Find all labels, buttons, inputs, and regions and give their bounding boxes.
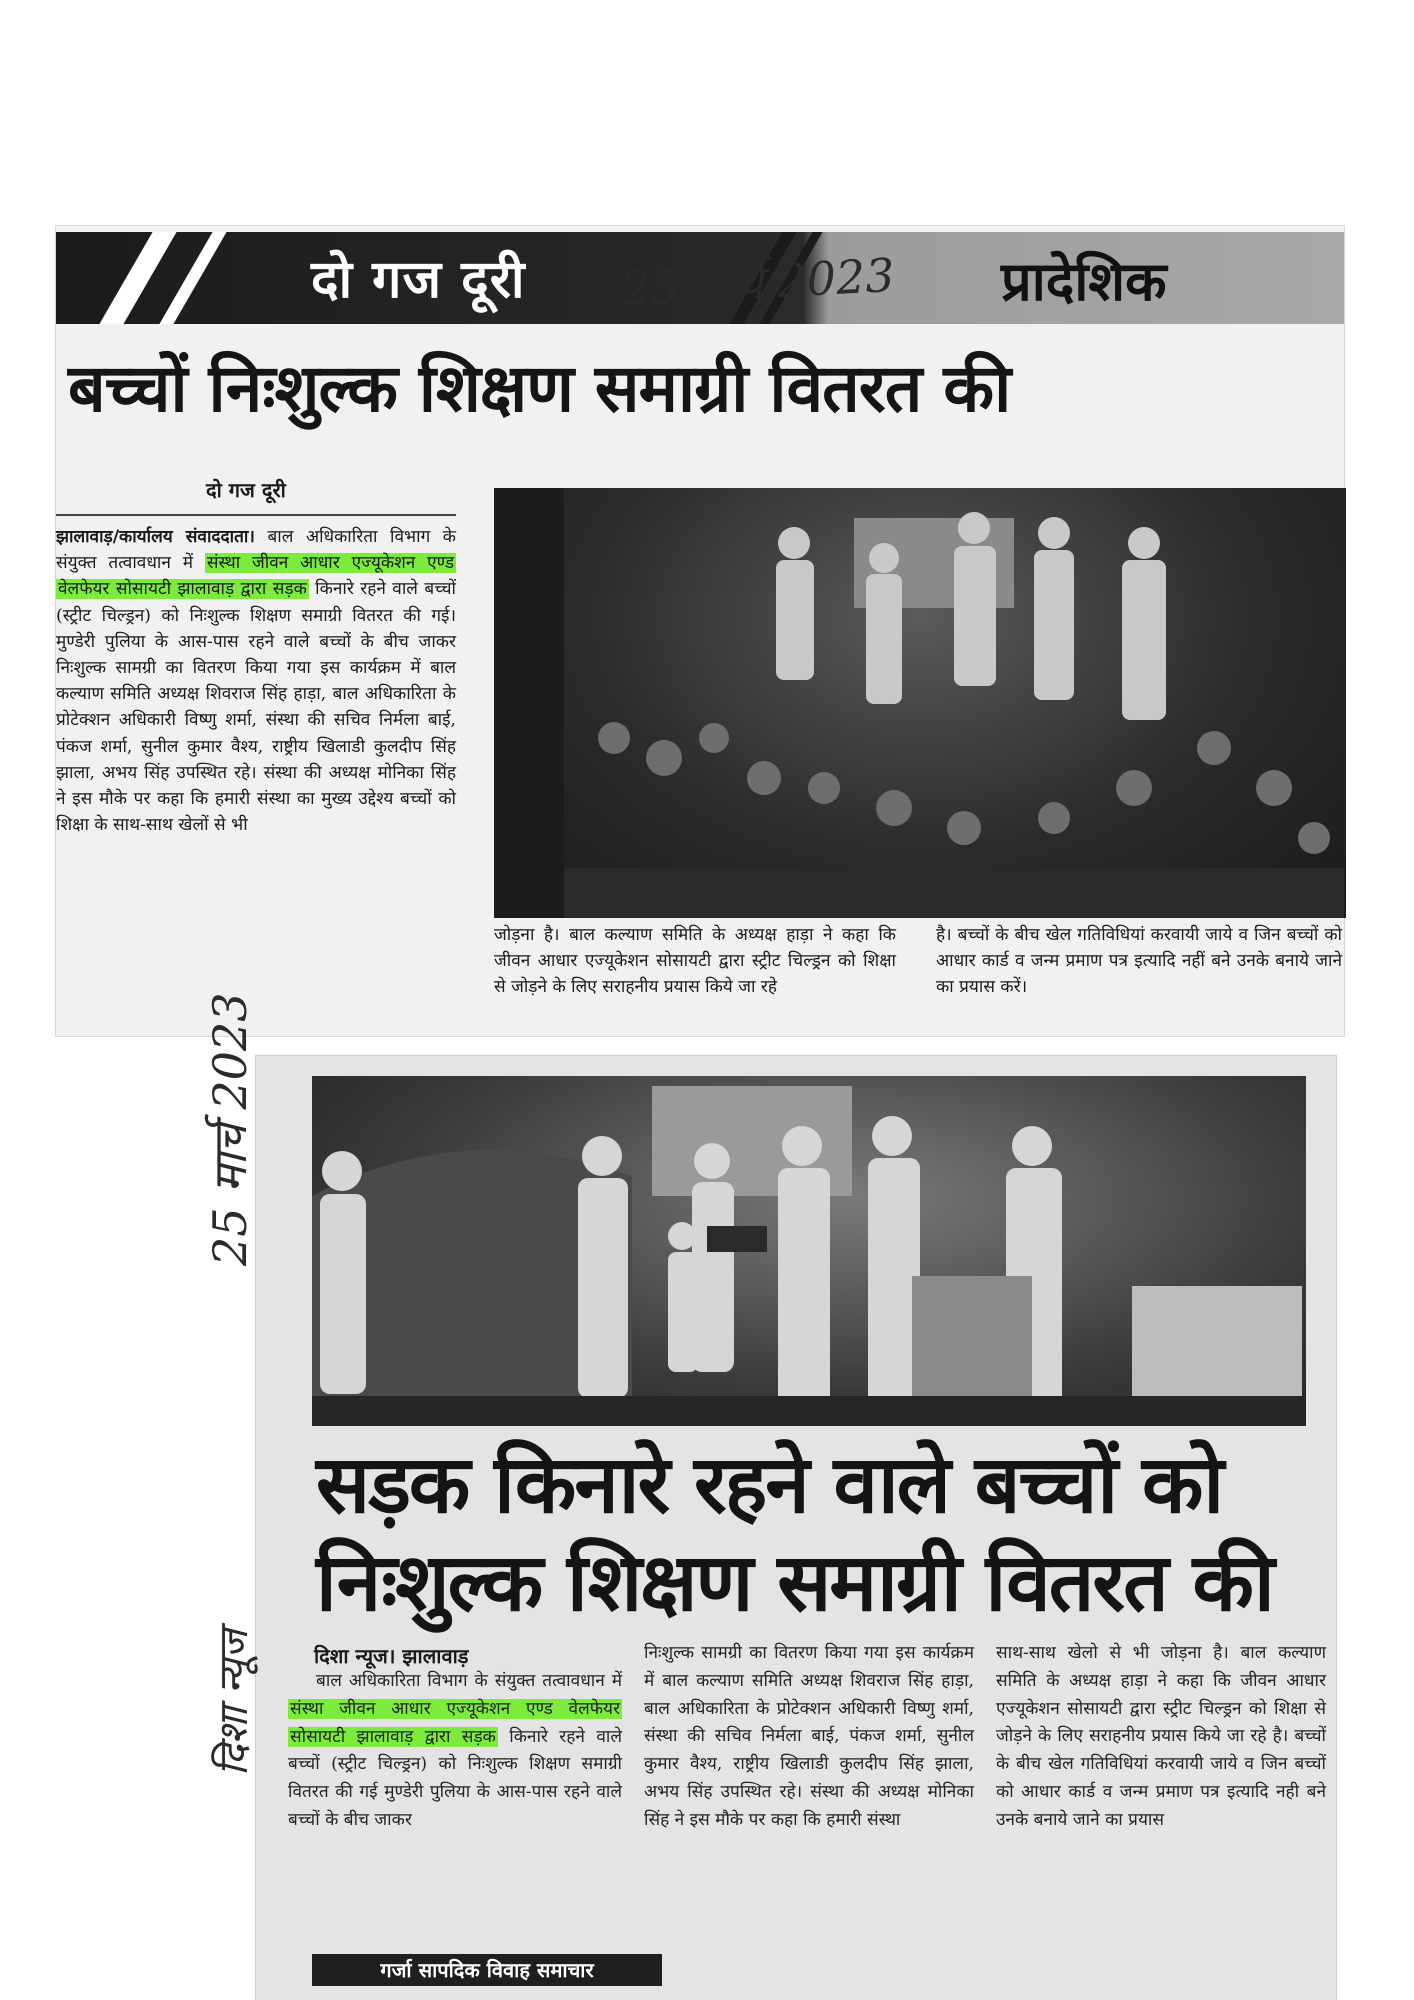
newspaper-name: दो गज दूरी (311, 250, 526, 310)
byline: दिशा न्यूज। झालावाड़ (314, 1644, 469, 1668)
section-label: प्रादेशिक (1001, 250, 1167, 313)
highlighted-text: संस्था जीवन आधार एज्यूकेशन एण्ड वेलफेयर सोसायटी झालावाड़ द्वारा सड़क (290, 1698, 620, 1747)
handwritten-date: 25 मार्च 2023 (203, 992, 257, 1266)
highlighted-text: संस्था जीवन आधार एज्यूकेशन एण्ड वेलफेयर सोसायटी झालावाड़ द्वारा सड़क (58, 553, 455, 600)
handwritten-date: 25 मार्च 2023 (619, 247, 896, 317)
article-column-1 (56, 524, 456, 838)
photo-crowd-illustration (494, 488, 1346, 918)
article-column-2: जोड़ना है। बाल कल्याण समिति के अध्यक्ष हाड़ा ने कहा कि जीवन आधार एज्यूकेशन सोसायटी द्वारा स्ट्रीट चिल्ड्रन को शिक्षा से जोड़ने के लिए सराहनीय प्रयास किये जा रहे (494, 925, 896, 998)
article-text: किनारे रहने वाले बच्चों (स्ट्रीट चिल्ड्रन) को निःशुल्क शिक्षण समाग्री वितरत की गई मुण्डेरी पुलिया के आस-पास रहने वाले बच्चों के बीच जाकर (288, 1726, 622, 1830)
newspaper-clipping-top (56, 226, 1344, 1036)
byline-divider (56, 514, 456, 516)
dateline: झालावाड़/कार्यालय संवाददाता। (56, 527, 255, 547)
article-text: बाल अधिकारिता विभाग के संयुक्त तत्वावधान में (56, 527, 457, 574)
section-banner (56, 232, 1344, 324)
event-photo (494, 488, 1346, 918)
newspaper-clipping-bottom (203, 992, 1336, 2000)
article-column-1 (288, 1668, 622, 1835)
event-photo (312, 1076, 1306, 1426)
byline: दो गज दूरी (206, 478, 286, 502)
headline-line-2: निःशुल्क शिक्षण समाग्री वितरत की (316, 1536, 1273, 1629)
footer-strip: गर्जा सापदिक विवाह समाचार (312, 1954, 662, 1986)
article-column-3: साथ-साथ खेलो से भी जोड़ना है। बाल कल्याण समिति के अध्यक्ष हाड़ा ने कहा कि जीवन आधार एज्यूकेशन सोसायटी द्वारा स्ट्रीट चिल्ड्रन को शिक्षा से जोड़ने के लिए सराहनीय प्रयास किये जा रहे है। बच्चों के बीच खेल गतिविधियां करवायी जाये व जिन बच्चों को आधार कार्ड व जन्म प्रमाण पत्र इत्यादि नही बने उनके बनाये जाने का प्रयास (996, 1643, 1326, 1830)
headline-line-1: सड़क किनारे रहने वाले बच्चों को (316, 1438, 1223, 1531)
article-column-3: है। बच्चों के बीच खेल गतिविधियां करवायी जाये व जिन बच्चों को आधार कार्ड व जन्म प्रमाण पत्र इत्यादि नहीं बने उनके बनाये जाने का प्रयास करें। (936, 925, 1342, 998)
photo-group-illustration (312, 1076, 1306, 1426)
headline: बच्चों निःशुल्क शिक्षण समाग्री वितरत की (68, 350, 1011, 427)
banner-stripe-decoration (159, 232, 226, 324)
article-text: किनारे रहने वाले बच्चों (स्ट्रीट चिल्ड्रन) को निःशुल्क शिक्षण समाग्री वितरत की गई। मुण्डेरी पुलिया के आस-पास रहने वाले बच्चों के बीच जाकर निःशुल्क सामग्री का वितरण किया गया इस कार्यक्रम में बाल कल्याण समिति अध्यक्ष शिवराज सिंह हाड़ा, बाल अधिकारिता के प्रोटेक्शन अधिकारी विष्णु शर्मा, संस्था की सचिव निर्मला बाई, पंकज शर्मा, सुनील कुमार वैश्य, राष्ट्रीय खिलाडी कुलदीप सिंह झाला, अभय सिंह उपस्थित रहे। संस्था की अध्यक्ष मोनिका सिंह ने इस मौके पर कहा कि हमारी संस्था का मुख्य उद्देश्य बच्चों को शिक्षा के साथ-साथ खेलों से भी (56, 579, 456, 836)
article-text: बाल अधिकारिता विभाग के संयुक्त तत्वावधान में (316, 1671, 622, 1691)
banner-stripe-decoration (99, 232, 176, 324)
article-column-2: निःशुल्क सामग्री का वितरण किया गया इस कार्यक्रम में बाल कल्याण समिति अध्यक्ष शिवराज सिंह हाड़ा, बाल अधिकारिता के प्रोटेक्शन अधिकारी विष्णु शर्मा, संस्था की सचिव निर्मला बाई, पंकज शर्मा, सुनील कुमार वैश्य, राष्ट्रीय खिलाडी कुलदीप सिंह झाला, अभय सिंह उपस्थित रहे। संस्था की अध्यक्ष मोनिका सिंह ने इस मौके पर कहा कि हमारी संस्था (644, 1643, 974, 1830)
headline (316, 1436, 1316, 1632)
handwritten-source: दिशा न्यूज (211, 1629, 257, 1776)
